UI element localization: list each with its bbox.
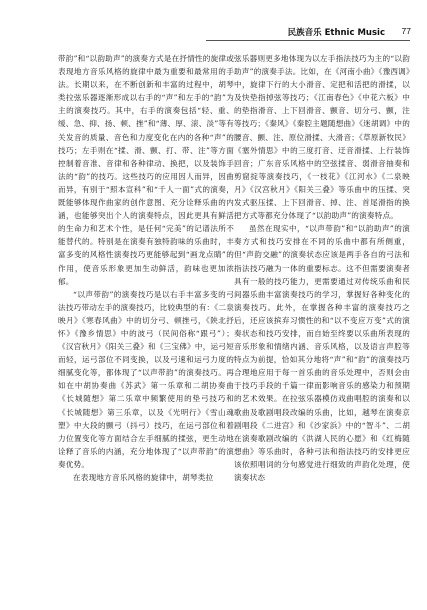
page-header [0,0,427,44]
right-paragraph-2: 虽然在现实中，“以声带韵”和“以韵助声”的演奏方式和技巧安排在不同的乐曲中都有所侧重，但“声韵交融”的演奏状态应该是两手各自的弓法和指法技巧融为一体的重要标志。这不但需要演奏者具有一般的技巧能力，更需要通过对传统乐曲和民间器乐曲丰富演奏技巧的学习，掌握好各种变化的演奏技巧。此外，在掌握各种丰富的演奏技巧之后，还应该摈弃习惯性的和“以不变应万变”式的演奏状态和技巧安排，而自始至终要以乐曲所表现的音乐形象和情绪内涵、音乐风格，以及语言声腔等特点为前提，恰如其分地将“声”和“韵”的演奏技巧合理地应用于每一首乐曲的音乐处理中，否则会由于技巧手段的千篇一律而影响音乐的感染力和预期的艺术效果。在拉弦乐器模仿戏曲唱腔的演奏和以歌曲及歌剧唱段改编的乐曲，比如，越琴在演奏京剧唱段《二进宫》和《沙家浜》中的“智斗”、二胡在演奏歌剧改编的《洪湖人民的心愿》和《红梅随想曲》等乐曲时，各种弓法和指法技巧的安排更应该依照唱词的分句感觉进行细致的声韵化处理，使演奏状态 [234,224,410,482]
left-paragraph-3: 在表现地方音乐风格的旋律中，胡琴类拉 [73,473,214,482]
header-rule [206,40,410,41]
page-number: 77 [401,26,411,36]
journal-title: 民族音乐 Ethnic Music [287,28,385,38]
right-column [234,52,410,484]
left-paragraph-2: “以声带韵”的演奏技巧是以右手丰富多变的弓法技巧带动左手的演奏技巧，比较典型的有：《二泉映月》《寒春风曲》中的切分弓、顿挫弓，《陕北抒怀》《豫乡情思》中的波弓（民间俗称“跟弓”）；《汉宫秋月》《阳关三叠》和《三宝佛》中，运弓短而轻，运弓部位不同变换，以及弓速和运弓力度的细腻变化等，都体现了“以声带韵”的演奏技巧。再如在中胡协奏曲《苏武》第一乐章和二胡协奏曲《长城随想》第二乐章中频繁使用的垫弓技巧和《长城随想》第三乐章，以及《光明行》《雪山魂塑》中大段的颤弓（抖弓）技巧，在运弓部位和着力位置变化等方面结合左手细腻的揉弦，更生动地诠释了音乐的内涵，充分地体现了“以声带韵”的演奏优势。 [58,289,234,469]
left-column [58,52,234,484]
right-paragraph-1: 弦乐器则更多地体现为以左手指法技巧为主的“以韵助声”的演奏手法。比如，在《河南小曲》《豫西调》中，旋律下行的大小滑音、定把和活把的滑揉，以及快垫指掉弦等技巧；《江南春色》《中花六板》中的垫指滑音、上下回滑音、颤音、切分弓、颤，注等技巧；《秦风》《秦腔主题随想曲》《迷胡调》中的腰音、颤、注、原位滑揉、大滑音；《草原新牧民》《塞外情思》中的三度打音、迂音滑揉、上行装饰回音；广东音乐风格中的空弦揉音、弱滑音抽奏和剪窟掟等演奏技巧，《一枝花》《江河水》《二泉映月》《汉宫秋月》《阳关三叠》等乐曲中的压揉、突发式驱压揉、上下回滑音、掉、注、首尾滑指的换把方式等都充分体现了“以韵助声”的演奏特点。 [234,54,410,221]
left-paragraph-1: 带韵”和“以韵助声”的演奏方式是在抒情性的旋律或表现地方音乐风格的旋律中最为重要和最常用的手法。长期以来，在不断创新和丰富的过程中，胡琴类拉弦乐器逐渐形成以右手的“声”和左手的“韵”为主的演奏技巧。其中，右手的演奏包括“轻、重、缓、急、抑、扬、顿、挫”和“薄、厚、滚、淡”等有关发音的质量、音色和力度变化在内的各种“声”的技巧；左手则在“揉、滑、颤、打、带、注”等方面控制着音准、音律和各种律动、换把，以及装饰手法的“韵”的技巧。这些技巧的应用因人而异，因曲而异，有别于“照本宣科”和“千人一面”式的演奏，既能够体现作曲家的创作意图、充分诠释乐曲的内涵，也能够突出个人的演奏特点，因此更具有鲜活的生命力和艺术个性，是任何“完美”的记谱法所不能替代的。特别是在演奏有独特韵味的乐曲时，丰富多变的风格性演奏技巧更能够起到“画龙点睛”的作用，使音乐形象更加生动鲜活，韵味也更加浓郁。 [58,54,234,286]
